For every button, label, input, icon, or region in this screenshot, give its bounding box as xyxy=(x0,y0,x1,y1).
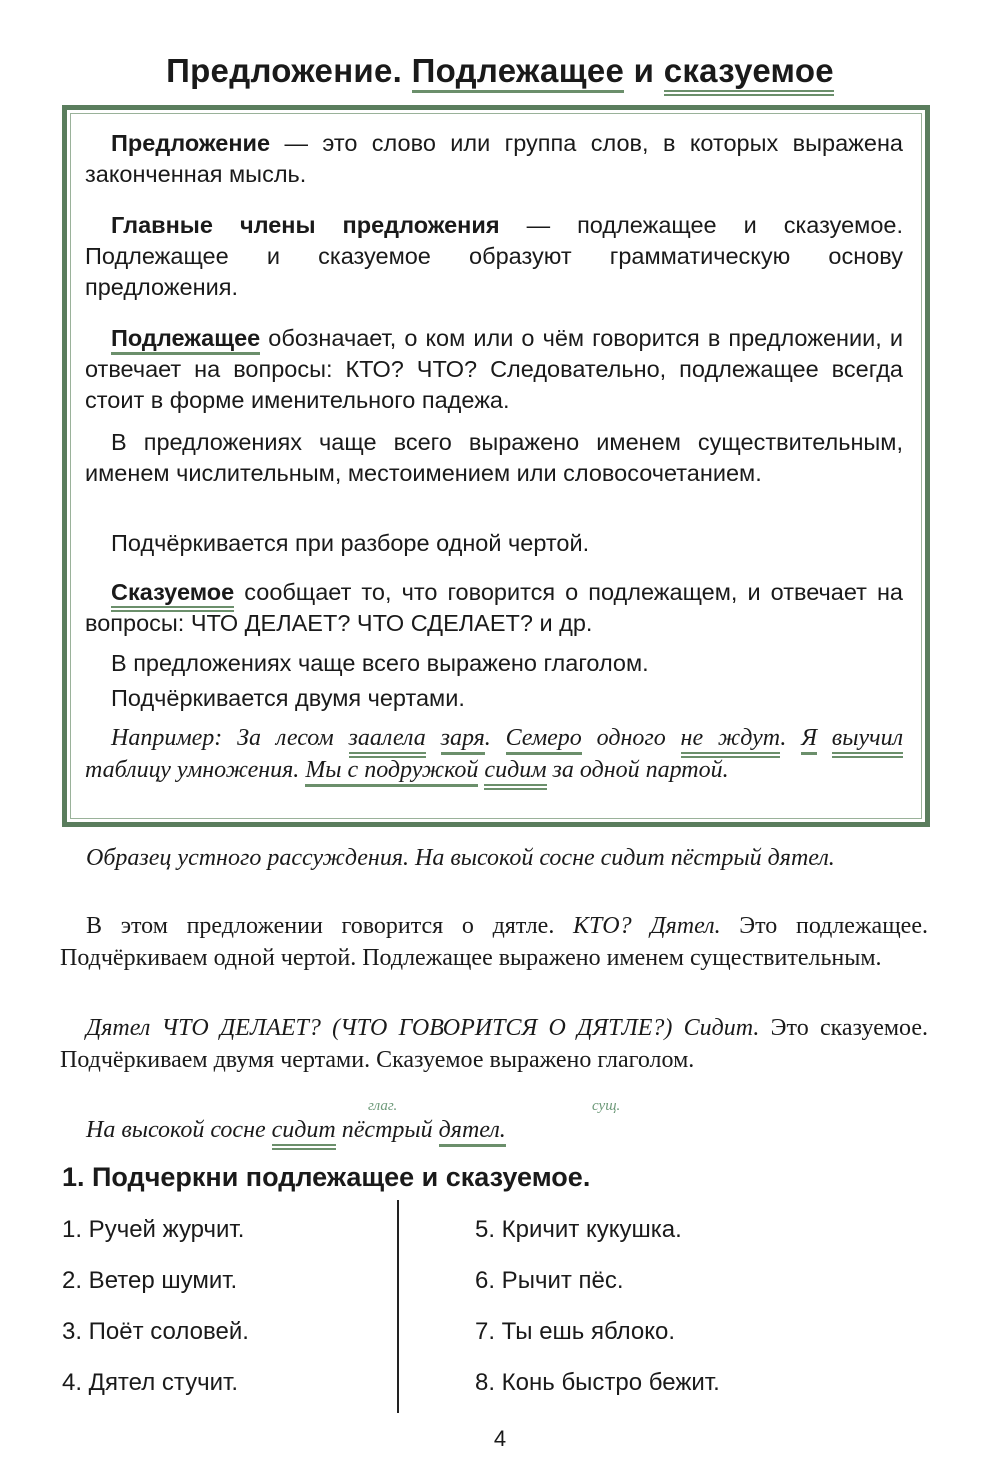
title-subject-word: Подлежащее xyxy=(412,52,625,93)
sample-subject-b: КТО? Дятел. xyxy=(573,913,721,939)
column-divider xyxy=(397,1200,399,1413)
final-part-b: пёстрый xyxy=(335,1117,439,1143)
example-lead: Например: За лесом xyxy=(111,725,349,751)
example-subject-4: Мы с подружкой xyxy=(305,757,478,787)
task-item: 4. Дятел стучит. xyxy=(62,1369,239,1396)
title-part1: Предложение. xyxy=(166,52,403,89)
rule-para-predicate-underline: Подчёркивается двумя чертами. xyxy=(111,685,465,711)
task-title: 1. Подчеркни подлежащее и сказуемое. xyxy=(62,1162,591,1192)
rule-text-subject: обозначает, о ком или о чём говорится в предложении, и отвечает на вопросы: КТО? ЧТО? Следовательно, подлежащее всегда стоит в форме именительного падежа. xyxy=(85,325,903,413)
rule-para-sentence xyxy=(85,128,903,190)
rule-text-predicate: сообщает то, что говорится о подлежащем, и отвечает на вопросы: ЧТО ДЕЛАЕТ? ЧТО СДЕЛАЕТ? и др. xyxy=(85,579,903,636)
example-tail: за одной партой. xyxy=(546,757,729,783)
rule-para-subject-expressed: В предложениях чаще всего выражено именем существительным, именем числительным, местоимением или словосочетанием. xyxy=(85,429,903,486)
task-item: 3. Поёт соловей. xyxy=(62,1318,249,1345)
example-mid-2: таблицу умножения. xyxy=(85,757,306,783)
sample-final-sentence xyxy=(60,1114,928,1146)
rule-para-predicate-expressed: В предложениях чаще всего выражено глаголом. xyxy=(111,650,649,676)
rule-para-main-members xyxy=(85,210,903,303)
term-sentence: Предложение xyxy=(111,130,271,156)
page-number: 4 xyxy=(493,1426,507,1451)
final-verb: сидит xyxy=(272,1117,336,1150)
sample-predicate-b: Это сказуемое. Подчёркиваем двумя чертами. Сказуемое выражено глаголом. xyxy=(60,1015,929,1073)
example-predicate-2: не ждут xyxy=(681,725,781,758)
title-and: и xyxy=(633,52,655,89)
page-title xyxy=(0,52,1000,90)
label-noun: сущ. xyxy=(592,1098,621,1114)
rule-para-subject-underline: Подчёркивается при разборе одной чертой. xyxy=(111,530,590,556)
rule-para-predicate xyxy=(85,577,903,639)
task-left-column xyxy=(62,1204,249,1408)
rule-box xyxy=(62,105,930,827)
rule-text-sentence: — это слово или группа слов, в которых выражена законченная мысль. xyxy=(85,130,903,187)
sample-subject-c: Это подлежащее. Подчёркиваем одной чертой. Подлежащее выражено именем существительным. xyxy=(60,913,928,971)
example-subject-1: заря xyxy=(441,725,485,755)
example-predicate-4: сидим xyxy=(484,757,546,790)
label-verb: глаг. xyxy=(368,1098,398,1114)
title-predicate-word: сказуемое xyxy=(664,52,834,96)
final-noun: дятел. xyxy=(439,1117,506,1147)
sample-para-subject xyxy=(60,910,928,974)
task-item: 7. Ты ешь яблоко. xyxy=(475,1318,676,1345)
task-right-column xyxy=(475,1204,720,1408)
task-item: 1. Ручей журчит. xyxy=(62,1216,245,1243)
term-predicate: Сказуемое xyxy=(111,579,234,612)
example-predicate-3: выучил xyxy=(832,725,903,758)
example-subject-2: Семеро xyxy=(506,725,582,755)
rule-text-main-members: — подлежащее и сказуемое. Подлежащее и сказуемое образуют грамматическую основу предложения. xyxy=(85,212,904,300)
final-part-a: На высокой сосне xyxy=(86,1117,272,1143)
rule-example: Например: За лесом заалела заря. Семеро одного не ждут. Я выучил таблицу умножения. Мы с подружкой сидим за одной партой. xyxy=(85,722,903,786)
example-mid-1: одного xyxy=(581,725,681,751)
sample-intro: Образец устного рассуждения. На высокой сосне сидит пёстрый дятел. xyxy=(86,845,835,871)
sample-subject-a: В этом предложении говорится о дятле. xyxy=(86,913,574,939)
task-item: 5. Кричит кукушка. xyxy=(475,1216,682,1243)
sample-predicate-a: Дятел ЧТО ДЕЛАЕТ? (ЧТО ГОВОРИТСЯ О ДЯТЛЕ?) Сидит. xyxy=(86,1015,760,1041)
example-subject-3: Я xyxy=(801,725,817,755)
task-item: 8. Конь быстро бежит. xyxy=(475,1369,720,1396)
term-main-members: Главные члены предложения xyxy=(111,212,500,238)
sample-para-predicate xyxy=(60,1012,928,1076)
term-subject: Подлежащее xyxy=(111,325,260,355)
example-predicate-1: заалела xyxy=(349,725,426,758)
task-item: 2. Ветер шумит. xyxy=(62,1267,238,1294)
task-item: 6. Рычит пёс. xyxy=(475,1267,624,1294)
rule-para-subject xyxy=(85,323,903,416)
